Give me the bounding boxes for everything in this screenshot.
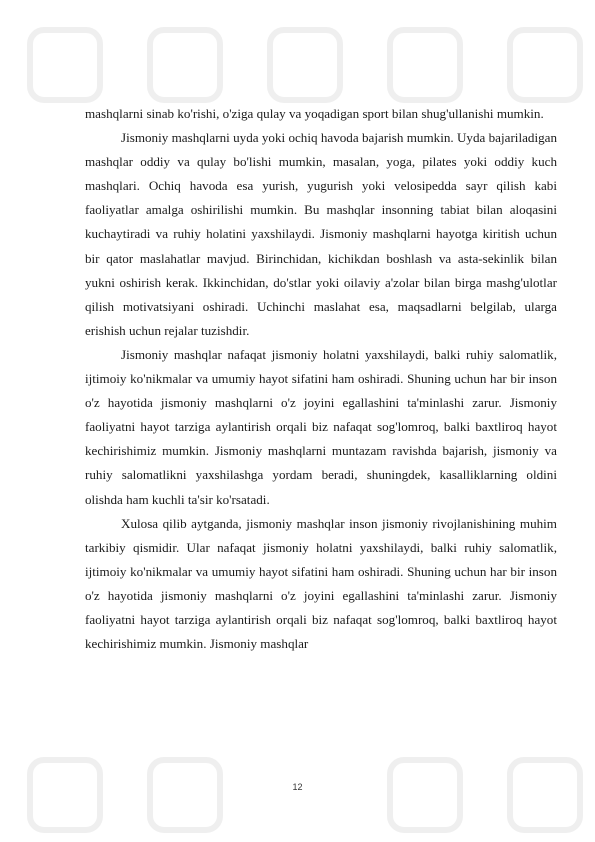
document-body <box>85 102 557 656</box>
paragraph-conclusion: Xulosa qilib aytganda, jismoniy mashqlar inson jismoniy rivojlanishining muhim tarkibiy qismidir. Ular nafaqat jismoniy holatni yaxshilaydi, balki ruhiy salomatlik, ijtimoiy ko'nikmalar va umumiy hayot sifatini ham oshiradi. Shuning uchun har bir inson o'z hayotida jismoniy mashqlarni o'z joyini egallashini ta'minlashi zarur. Jismoniy faoliyatni hayot tarziga aylantirish orqali biz nafaqat sog'lomroq, balki baxtliroq hayot kechirishimiz mumkin. Jismoniy mashqlar <box>85 515 557 652</box>
paragraph-continuation: mashqlarni sinab ko'rishi, o'ziga qulay va yoqadigan sport bilan shug'ullanishi mumkin. <box>85 106 544 121</box>
paragraph-exercise-places: Jismoniy mashqlarni uyda yoki ochiq havoda bajarish mumkin. Uyda bajariladigan mashqlar oddiy va qulay bo'lishi mumkin, masalan, yoga, pilates yoki oddiy kuch mashqlari. Ochiq havoda esa yurish, yugurish yoki velosipedda sayr qilish kabi faoliyatlar amalga oshirilishi mumkin. Bu mashqlar insonning tabiat bilan aloqasini kuchaytiradi va ruhiy holatini yaxshilaydi. Jismoniy mashqlarni hayotga kiritish uchun bir qator maslahatlar mavjud. Birinchidan, kichikdan boshlash va asta-sekinlik bilan yukni oshirish kerak. Ikkinchidan, do'stlar yoki oilaviy a'zolar bilan birga mashg'ulotlar qilish motivatsiyani oshiradi. Uchinchi maslahat esa, maqsadlarni belgilab, ularga erishish uchun rejalar tuzishdir. <box>85 130 557 338</box>
paragraph-exercise-benefits: Jismoniy mashqlar nafaqat jismoniy holatni yaxshilaydi, balki ruhiy salomatlik, ijtimoiy ko'nikmalar va umumiy hayot sifatini ham oshiradi. Shuning uchun har bir inson o'z hayotida jismoniy mashqlarni o'z joyini egallashini ta'minlashi zarur. Jismoniy faoliyatni hayot tarziga aylantirish orqali biz nafaqat sog'lomroq, balki baxtliroq hayot kechirishimiz mumkin. Jismoniy mashqlarni muntazam ravishda bajarish, jismoniy va ruhiy salomatlikni yaxshilashga yordam beradi, shuningdek, kasalliklarning oldini olishda ham kuchli ta'sir ko'rsatadi. <box>85 346 557 507</box>
page-number: 12 <box>292 782 303 792</box>
